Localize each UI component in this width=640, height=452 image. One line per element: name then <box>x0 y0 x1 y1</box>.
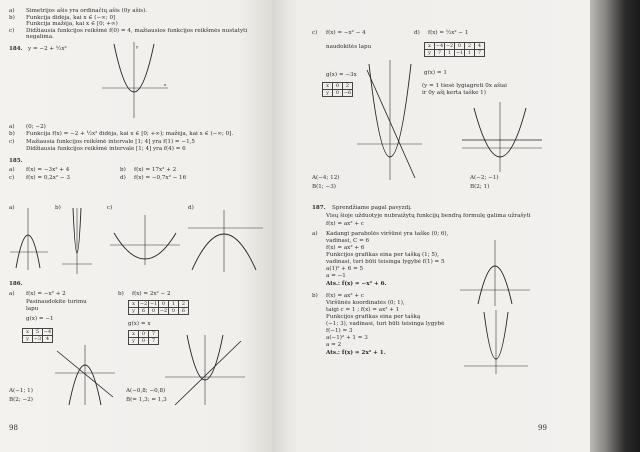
item-formula: f(x) = −3x² + 4 <box>26 167 70 173</box>
note-text: naudokitės lapu <box>326 44 372 50</box>
solution-line: a(−1)² + 1 = 3 <box>326 335 368 341</box>
answer-text: A(−2; −1) <box>470 175 499 181</box>
page-number: 99 <box>538 424 547 432</box>
item-label: c) <box>9 175 15 181</box>
problem-title: Sprendžiame pagal pavyzdį. <box>332 205 412 211</box>
left-page <box>0 0 272 452</box>
solution-line: vadinasi, C = 6 <box>326 238 370 244</box>
answer-text: (0; −2) <box>26 124 46 130</box>
item-formula: f(x) = −x² + 2 <box>26 291 66 297</box>
line-label: b) <box>9 15 15 21</box>
graph-185a <box>10 208 48 270</box>
graph-185b <box>62 208 92 274</box>
line-label: c) <box>9 28 15 34</box>
item-label: b) <box>312 293 318 299</box>
problem-number: 185. <box>9 158 23 164</box>
graph-label: d) <box>188 205 194 211</box>
right-page <box>272 0 590 452</box>
answer-text: Funkcija f(x) = −2 + ½x² didėja, kai x ∈ [0; +∞); mažėja, kai x ∈ (−∞; 0]. <box>26 131 234 137</box>
solution-line: taigi c = 1 ; f(x) = ax² + 1 <box>326 307 400 313</box>
answer-text: A(−0,8; −0,8) <box>126 388 166 394</box>
line-text: Simetrijos ašis yra ordinačių ašis (0y ašis). <box>26 8 148 14</box>
svg-text:x: x <box>164 82 167 87</box>
solution-line: Viršūnės koordinatės (0; 1), <box>326 300 405 306</box>
solution-line: a = 2 <box>326 342 342 348</box>
answer-text: B(1; −3) <box>312 184 336 190</box>
value-table: x 0 7 y 0 7 <box>128 330 159 345</box>
graph-186a <box>55 345 115 405</box>
item-label: d) <box>414 30 420 36</box>
solution-line: Kadangi parabolės viršūnė yra taške (0; 6), <box>326 231 449 237</box>
solution-line: a = −1 <box>326 273 346 279</box>
answer-text: A(−1; 1) <box>9 388 33 394</box>
intro-text: f(x) = ax² + c <box>326 221 364 227</box>
graph-187b <box>464 310 528 374</box>
solution-line: (−1; 3), vadinasi, turi būti teisinga lygybė <box>326 321 445 327</box>
intro-text: Visų šioje užduotyje nubraižytų funkcijų bendrą formulę galima užrašyti <box>326 213 531 219</box>
answer-text: Mažiausia funkcijos reikšmė intervale [1; 4] yra f(1) = −1,5 <box>26 139 195 145</box>
problem-number: 187. <box>312 205 326 211</box>
item-formula: f(x) = −0,7x² − 16 <box>134 175 187 181</box>
note-text: lapu <box>26 306 39 312</box>
problem-number: 184. <box>9 46 23 52</box>
value-table: x 5 −4 y −3 4 <box>22 328 53 343</box>
item-formula: f(x) = −x² − 4 <box>326 30 366 36</box>
graph-184 <box>100 40 170 120</box>
problem-formula: y = −2 + ½x² <box>28 46 67 52</box>
graph-label: c) <box>107 205 113 211</box>
solution-answer: Ats.: f(x) = −x² + 6. <box>326 281 387 287</box>
answer-label: c) <box>9 139 15 145</box>
answer-label: a) <box>9 124 15 130</box>
line-text: Didžiausia funkcijos reikšmė f(0) = 4, mažiausios funkcijos reikšmės nustatyti <box>26 28 248 34</box>
answer-text: Didžiausia funkcijos reikšmė intervale [1; 4] yra f(4) = 6 <box>26 146 186 152</box>
graph-label: a) <box>9 205 15 211</box>
item-label: a) <box>9 291 15 297</box>
item-label: c) <box>312 30 318 36</box>
line-text: Funkcija didėja, kai x ∈ (−∞; 0] <box>26 15 116 21</box>
solution-line: f(x) = ax² + 6 <box>326 245 365 251</box>
solution-line: f(x) = ax² + c <box>326 293 364 299</box>
item-formula: g(x) = −3x <box>326 72 357 78</box>
solution-line: f(−1) = 3 <box>326 328 353 334</box>
graph-185d <box>188 210 263 272</box>
solution-line: Funkcijos grafikas eina per tašką <box>326 314 421 320</box>
page-number: 98 <box>9 424 18 432</box>
value-table: x −4 −2 0 2 4 y 7 1 −1 1 7 <box>424 42 485 57</box>
graph-label: b) <box>55 205 61 211</box>
graph-186b <box>165 335 245 405</box>
answer-text: A(−4; 12) <box>312 175 340 181</box>
item-label: a) <box>9 167 15 173</box>
item-formula: f(x) = ½x² − 1 <box>428 30 469 36</box>
item-formula: g(x) = −1 <box>26 316 54 322</box>
line-text: Funkcija mažėja, kai x ∈ [0; +∞) <box>26 21 118 27</box>
solution-answer: Ats.: f(x) = 2x² + 1. <box>326 350 386 356</box>
answer-label: b) <box>9 131 15 137</box>
line-label: a) <box>9 8 15 14</box>
graph-187a <box>460 240 530 306</box>
solution-line: Funkcijos grafikas eina per tašką (1; 5), <box>326 252 439 258</box>
item-formula: g(x) = 1 <box>424 70 447 76</box>
answer-text: B(2; 1) <box>470 184 490 190</box>
item-label: a) <box>312 231 318 237</box>
item-formula: f(x) = 2x² − 2 <box>132 291 171 297</box>
item-label: b) <box>120 167 126 173</box>
solution-line: vadinasi, turi būti teisinga lygybė f(1) = 5 <box>326 259 445 265</box>
problem-number: 186. <box>9 281 23 287</box>
note-text: (y = 1 tiesė lygiagreti 0x ašiai <box>422 83 507 89</box>
note-text: Pasinaudokite turimu <box>26 299 87 305</box>
item-label: d) <box>120 175 126 181</box>
value-table: x −2 −1 0 1 2 y 6 0 −2 0 6 <box>128 300 189 315</box>
item-formula: f(x) = 17x² + 2 <box>134 167 177 173</box>
graph-186c <box>357 60 422 180</box>
line-text: negalima. <box>26 34 54 40</box>
graph-185c <box>110 215 180 265</box>
value-table: x 0 2 y 0 −6 <box>322 82 353 97</box>
item-label: b) <box>118 291 124 297</box>
item-formula: g(x) = x <box>128 321 151 327</box>
solution-line: a(1)² + 6 = 5 <box>326 266 364 272</box>
note-text: ir 0y ašį kerta taške 1) <box>422 90 486 96</box>
item-formula: f(x) = 0,2x² − 3 <box>26 175 70 181</box>
page-edges <box>590 0 640 452</box>
answer-text: B(= 1,3; = 1,3 <box>126 397 167 403</box>
graph-186d <box>462 102 542 172</box>
svg-text:y: y <box>136 44 139 49</box>
answer-text: B(2; −2) <box>9 397 33 403</box>
